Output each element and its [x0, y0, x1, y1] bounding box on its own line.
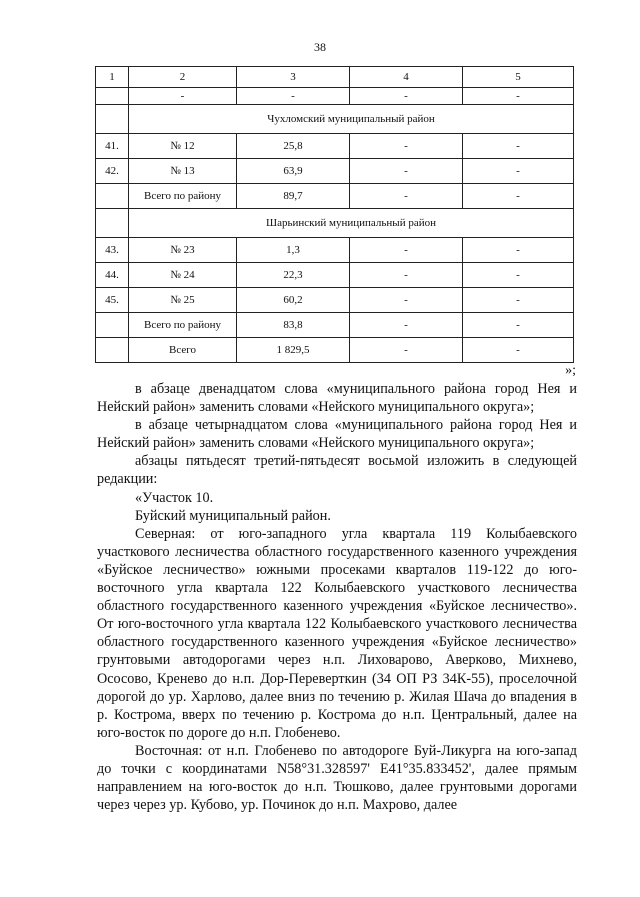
- table-cell: -: [237, 88, 350, 105]
- table-cell: -: [350, 159, 463, 184]
- document-body: [97, 380, 577, 814]
- table-cell: -: [463, 288, 574, 313]
- region-title: Чухломский муниципальный район: [129, 105, 574, 134]
- table-row: [96, 159, 574, 184]
- table-cell: 83,8: [237, 313, 350, 338]
- region-row: [96, 209, 574, 238]
- table-cell: № 23: [129, 238, 237, 263]
- table-cell: -: [350, 134, 463, 159]
- table-cell: Всего по району: [129, 313, 237, 338]
- row-number: 41.: [96, 134, 129, 159]
- table-cell: -: [463, 88, 574, 105]
- table-cell: 63,9: [237, 159, 350, 184]
- forest-area-table: [95, 66, 574, 363]
- paragraph: Восточная: от н.п. Глобенево по автодороге Буй-Ликурга на юго-запад до точки с координатами N58°31.328597' E41°35.833452', далее прямым направлением на юго-восток до н.п. Тюшково, далее грунтовыми дорогами через через ур. Кубово, ур. Починок до н.п. Махрово, далее: [97, 742, 577, 814]
- header-cell: 2: [129, 67, 237, 88]
- total-row: [96, 338, 574, 363]
- paragraph: в абзаце четырнадцатом слова «муниципального района город Нея и Нейский район» заменить словами «Нейского муниципального округа»;: [97, 417, 577, 452]
- table-cell: -: [350, 288, 463, 313]
- paragraph: Буйский муниципальный район.: [135, 507, 331, 524]
- table-cell: -: [463, 134, 574, 159]
- paragraph: «Участок 10.: [135, 489, 214, 506]
- quote-close-mark: »;: [565, 363, 576, 378]
- table-cell: [96, 105, 129, 134]
- table-cell: -: [463, 184, 574, 209]
- region-row: [96, 105, 574, 134]
- page-number: 38: [314, 40, 326, 54]
- table-cell: Всего: [129, 338, 237, 363]
- subtotal-row: [96, 184, 574, 209]
- table-cell: [96, 338, 129, 363]
- table-row: [96, 263, 574, 288]
- table-row: [96, 288, 574, 313]
- table-cell: 60,2: [237, 288, 350, 313]
- table-cell: -: [129, 88, 237, 105]
- row-number: [96, 313, 129, 338]
- table-row: [96, 88, 574, 105]
- paragraph: абзацы пятьдесят третий-пятьдесят восьмой изложить в следующей редакции:: [97, 453, 577, 488]
- table-cell: -: [463, 338, 574, 363]
- table-cell: Всего по району: [129, 184, 237, 209]
- table-cell: 25,8: [237, 134, 350, 159]
- table-cell: -: [350, 338, 463, 363]
- row-number: 44.: [96, 263, 129, 288]
- table-cell: -: [463, 238, 574, 263]
- subtotal-row: [96, 313, 574, 338]
- table-cell: -: [463, 159, 574, 184]
- table-cell: -: [350, 184, 463, 209]
- table-cell: № 25: [129, 288, 237, 313]
- table-cell: 1 829,5: [237, 338, 350, 363]
- region-title: Шарьинский муниципальный район: [129, 209, 574, 238]
- table-cell: № 12: [129, 134, 237, 159]
- table-cell: -: [463, 313, 574, 338]
- table-cell: [96, 209, 129, 238]
- table-cell: -: [350, 263, 463, 288]
- table-cell: -: [463, 263, 574, 288]
- table-cell: -: [350, 88, 463, 105]
- table-cell: [96, 88, 129, 105]
- table-row: [96, 134, 574, 159]
- paragraph: Северная: от юго-западного угла квартала 119 Колыбаевского участкового лесничества областного государственного казенного учреждения «Буйское лесничество» южными просеками кварталов 119-122 до юго-восточного угла квартала 122 Колыбаевского участкового лесничества областного государственного казенного учреждения «Буйское лесничество». От юго-восточного угла квартала 122 Колыбаевского участкового лесничества областного государственного казенного учреждения «Буйское лесничество» грунтовыми автодорогами через н.п. Лиховарово, Аверково, Михнево, Ососово, Кренево до н.п. Дор-Переверткин (34 ОП РЗ 34К-55), проселочной дорогой до ур. Харлово, далее вниз по течению р. Жилая Шача до впадения в р. Кострома, вверх по течению р. Кострома до н.п. Центральный, далее на юго-восток по дороге до н.п. Глобенево.: [97, 525, 577, 741]
- header-cell: 3: [237, 67, 350, 88]
- table-header-row: [96, 67, 574, 88]
- table-row: [96, 238, 574, 263]
- table-cell: 89,7: [237, 184, 350, 209]
- table-cell: -: [350, 238, 463, 263]
- paragraph: в абзаце двенадцатом слова «муниципального района город Нея и Нейский район» заменить словами «Нейского муниципального округа»;: [97, 381, 577, 416]
- table-cell: 22,3: [237, 263, 350, 288]
- header-cell: 4: [350, 67, 463, 88]
- header-cell: 1: [96, 67, 129, 88]
- table-cell: № 13: [129, 159, 237, 184]
- table-cell: -: [350, 313, 463, 338]
- row-number: 45.: [96, 288, 129, 313]
- row-number: 42.: [96, 159, 129, 184]
- row-number: 43.: [96, 238, 129, 263]
- row-number: [96, 184, 129, 209]
- table-cell: № 24: [129, 263, 237, 288]
- header-cell: 5: [463, 67, 574, 88]
- table-cell: 1,3: [237, 238, 350, 263]
